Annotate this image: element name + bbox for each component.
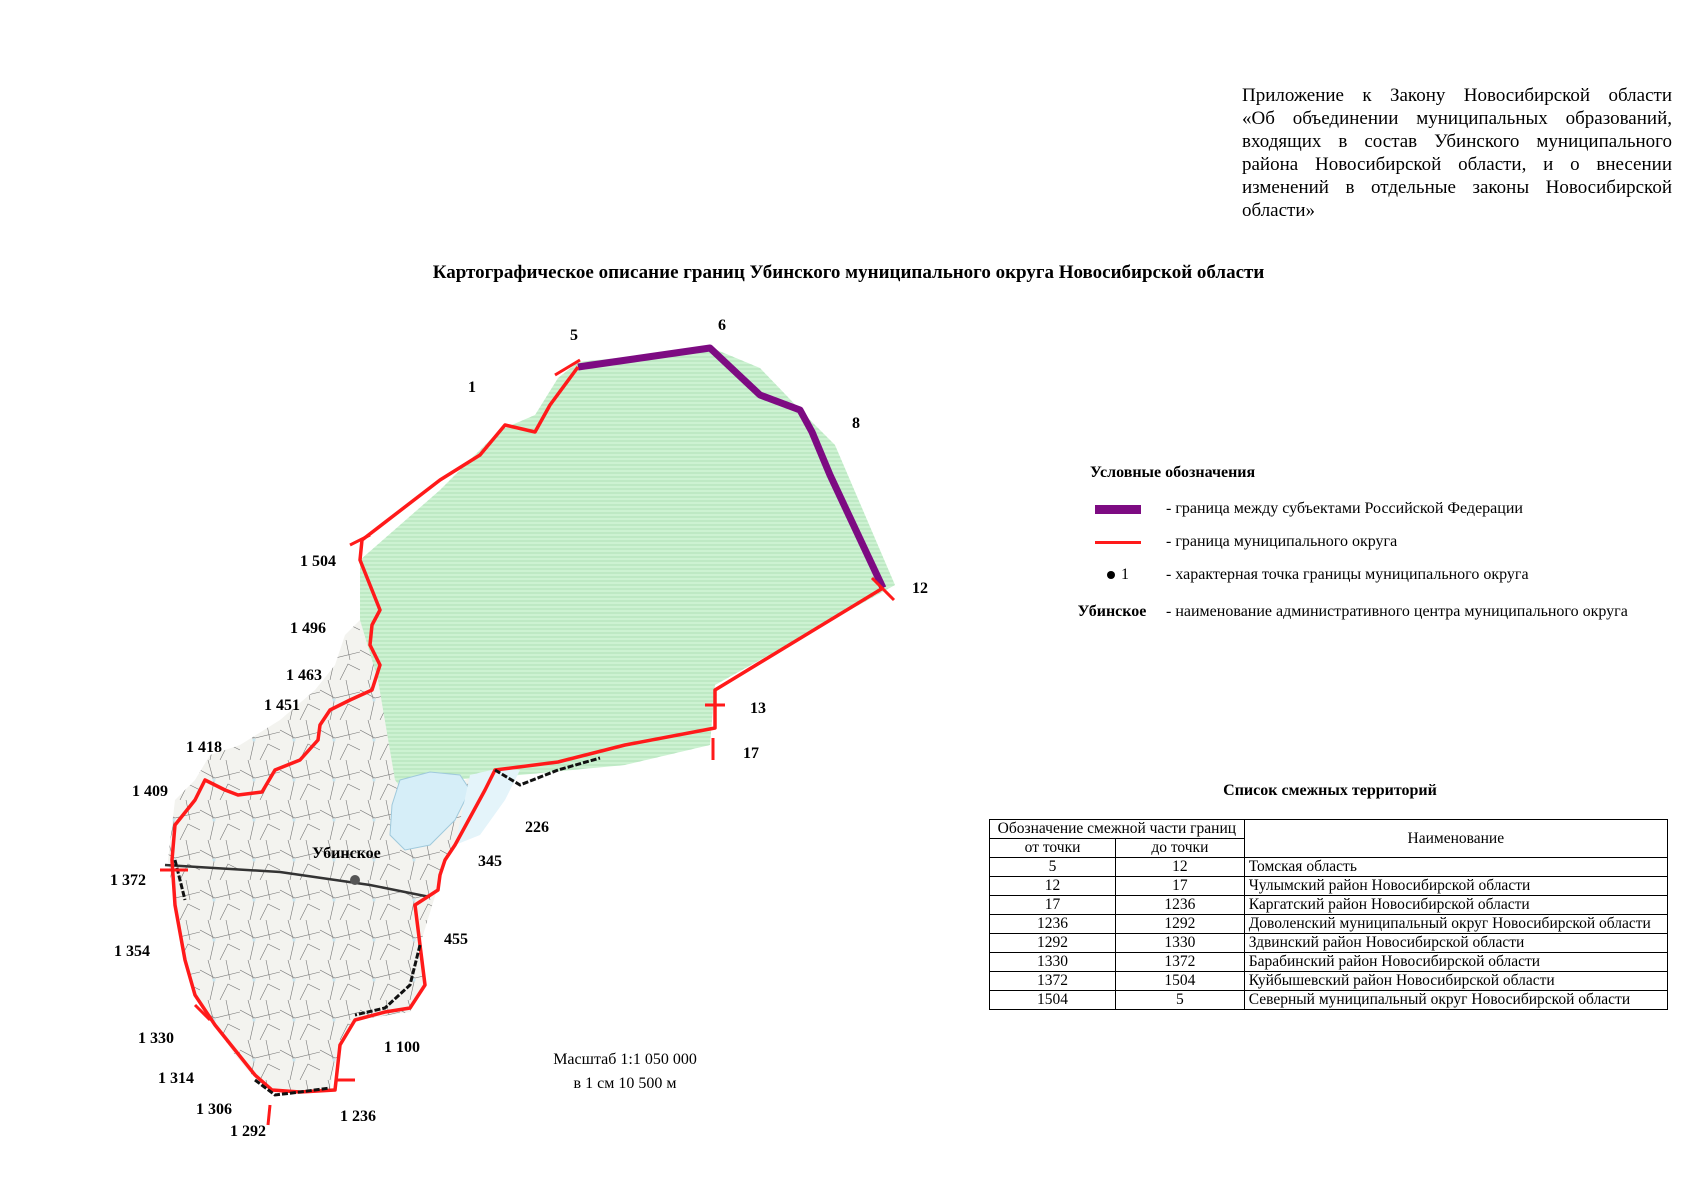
forest-area: [360, 348, 895, 790]
adjacent-table: [989, 819, 1668, 1010]
scale-ratio: Масштаб 1:1 050 000: [553, 1051, 697, 1068]
point-icon: 1: [1107, 566, 1129, 584]
point-label: 5: [570, 327, 578, 344]
purple-line-icon: [1095, 505, 1141, 514]
point-label: 1 451: [264, 697, 300, 714]
point-label: 1 504: [300, 553, 336, 570]
point-label: 12: [912, 580, 928, 597]
header-to: до точки: [1116, 839, 1245, 858]
header-designation: Обозначение смежной части границ: [990, 820, 1245, 839]
table-row: 1372 1504 Куйбышевский район Новосибирской области: [990, 972, 1668, 991]
scale-distance: в 1 см 10 500 м: [573, 1075, 677, 1092]
legend-item-municipal-boundary: [1070, 533, 1397, 551]
table-row: 1292 1330 Здвинский район Новосибирской области: [990, 934, 1668, 953]
point-label: 1 409: [132, 783, 168, 800]
annex-line: Приложение к Закону Новосибирской области: [1242, 85, 1672, 106]
point-label: 1: [468, 379, 476, 396]
table-row: 17 1236 Каргатский район Новосибирской области: [990, 896, 1668, 915]
point-label: 8: [852, 415, 860, 432]
annex-line: области»: [1242, 200, 1316, 221]
legend-item-federal-boundary: [1070, 500, 1523, 518]
annex-line: изменений в отдельные законы Новосибирской: [1242, 177, 1672, 198]
adjacent-list-title: Список смежных территорий: [1223, 782, 1437, 799]
point-label: 1 292: [230, 1123, 266, 1140]
legend-text: - наименование административного центра муниципального округа: [1166, 603, 1628, 620]
page-title: Картографическое описание границ Убинского муниципального округа Новосибирской области: [432, 262, 1265, 283]
annex-line: входящих в состав Убинского муниципального: [1242, 131, 1672, 152]
annex-line: «Об объединении муниципальных образований,: [1242, 108, 1672, 129]
point-label: 1 314: [158, 1070, 194, 1087]
point-label: 1 372: [110, 872, 146, 889]
center-name-symbol: Убинское: [1077, 603, 1147, 620]
point-label: 17: [743, 745, 759, 762]
point-label: 345: [478, 853, 502, 870]
legend-text: - граница между субъектами Российской Федерации: [1166, 500, 1523, 517]
legend-text: - характерная точка границы муниципального округа: [1166, 566, 1529, 583]
red-line-icon: [1095, 541, 1141, 544]
point-label: 1 418: [186, 739, 222, 756]
point-label: 455: [444, 931, 468, 948]
center-label: Убинское: [312, 845, 381, 862]
point-label: 1 100: [384, 1039, 420, 1056]
point-label: 1 306: [196, 1101, 232, 1118]
legend-item-point: [1070, 566, 1529, 584]
legend-title: Условные обозначения: [1090, 464, 1256, 481]
point-label: 1 236: [340, 1108, 376, 1125]
table-row: 1236 1292 Доволенский муниципальный округ Новосибирской области: [990, 915, 1668, 934]
center-marker: [350, 875, 360, 885]
table-row: 5 12 Томская область: [990, 858, 1668, 877]
point-label: 13: [750, 700, 766, 717]
table-row: 1330 1372 Барабинский район Новосибирской области: [990, 953, 1668, 972]
point-label: 1 463: [286, 667, 322, 684]
map-scale: [520, 1048, 730, 1096]
header-from: от точки: [990, 839, 1116, 858]
point-label: 1 330: [138, 1030, 174, 1047]
header-name: Наименование: [1244, 820, 1667, 858]
annex-line: района Новосибирской области, и о внесении: [1242, 154, 1672, 175]
table-row: 12 17 Чулымский район Новосибирской области: [990, 877, 1668, 896]
legend-text: - граница муниципального округа: [1166, 533, 1398, 550]
point-label: 1 354: [114, 943, 150, 960]
point-label: 6: [718, 317, 726, 334]
table-row: 1504 5 Северный муниципальный округ Новосибирской области: [990, 991, 1668, 1010]
point-label: 1 496: [290, 620, 326, 637]
point-label: 226: [525, 819, 549, 836]
legend-item-center: [1058, 603, 1628, 621]
